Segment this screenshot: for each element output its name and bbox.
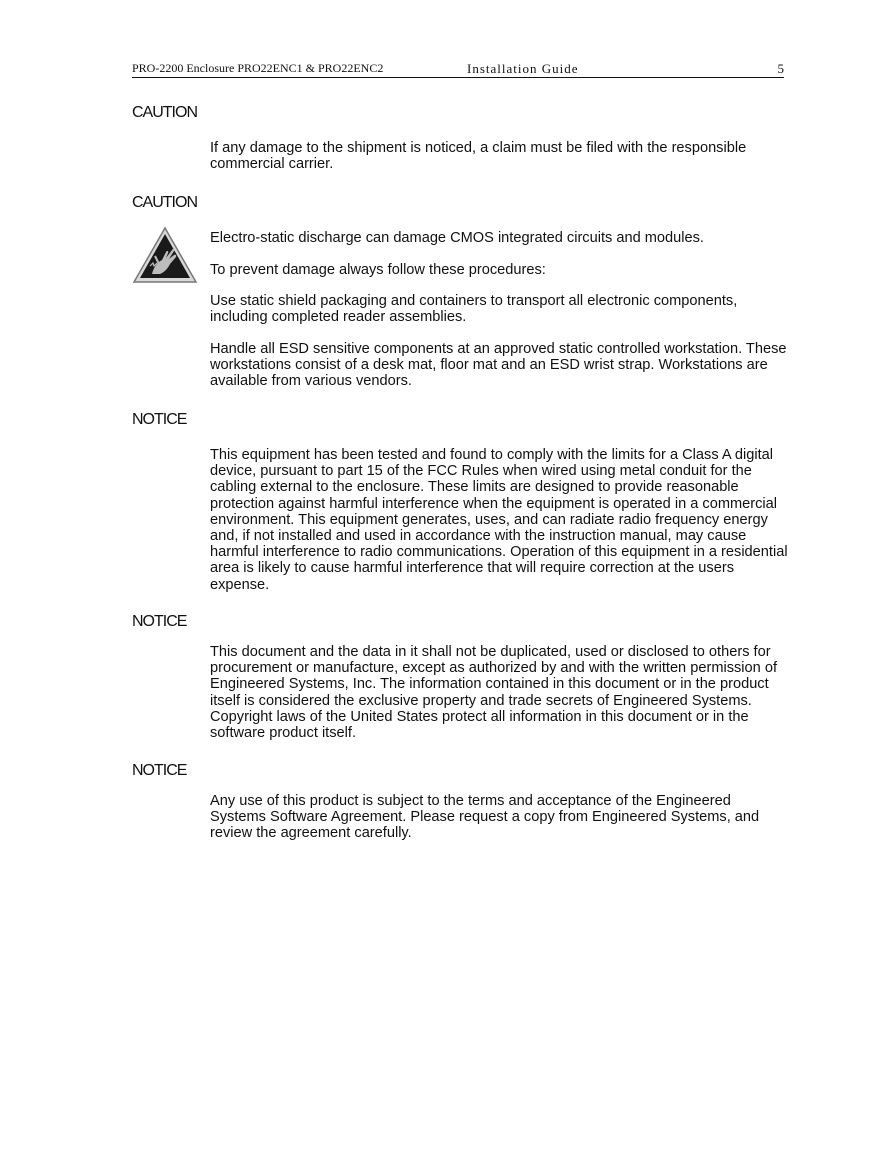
page-number: 5 [777, 61, 784, 76]
notice-label: NOTICE [132, 613, 187, 630]
esd-warning-icon [132, 226, 198, 284]
paragraph: This equipment has been tested and found to comply with the limits for a Class A digital device, pursuant to part 15 of the FCC Rules when wired using metal conduit for the cabling external to the enclosure. These limits are designed to provide reasonable protection against harmful interference when the equipment is operated in a commercial environment. This equipment generates, uses, and can radiate radio frequency energy and, if not installed and used in accordance with the instruction manual, may cause harmful interference to radio communications. Operation of this equipment in a residential area is likely to cause harmful interference that will require correction at the users expense. [210, 447, 788, 593]
notice-label: NOTICE [132, 411, 187, 428]
notice-label: NOTICE [132, 762, 187, 779]
paragraph: Any use of this product is subject to the terms and acceptance of the Engineered Systems Software Agreement. Please request a copy from Engineered Systems, and review the agreement carefully. [210, 793, 760, 842]
paragraph: Electro-static discharge can damage CMOS integrated circuits and modules. [210, 230, 704, 246]
caution-label: CAUTION [132, 194, 197, 211]
paragraph: Handle all ESD sensitive components at an approved static controlled workstation. These workstations consist of a desk mat, floor mat and an ESD wrist strap. Workstations are available from various vendors. [210, 341, 787, 390]
header-document-title: PRO-2200 Enclosure PRO22ENC1 & PRO22ENC2 [132, 61, 384, 75]
paragraph: Use static shield packaging and containers to transport all electronic components, including completed reader assemblies. [210, 293, 738, 326]
header-guide-title: Installation Guide [467, 61, 579, 76]
caution-label: CAUTION [132, 104, 197, 121]
paragraph: To prevent damage always follow these procedures: [210, 262, 546, 278]
page-header [132, 60, 784, 78]
paragraph: If any damage to the shipment is noticed, a claim must be filed with the responsible commercial carrier. [210, 140, 747, 173]
paragraph: This document and the data in it shall not be duplicated, used or disclosed to others for procurement or manufacture, except as authorized by and with the written permission of Engineered Systems, Inc. The information contained in this document or in the product itself is considered the exclusive property and trade secrets of Engineered Systems. Copyright laws of the United States protect all information in this document or in the software product itself. [210, 644, 778, 742]
